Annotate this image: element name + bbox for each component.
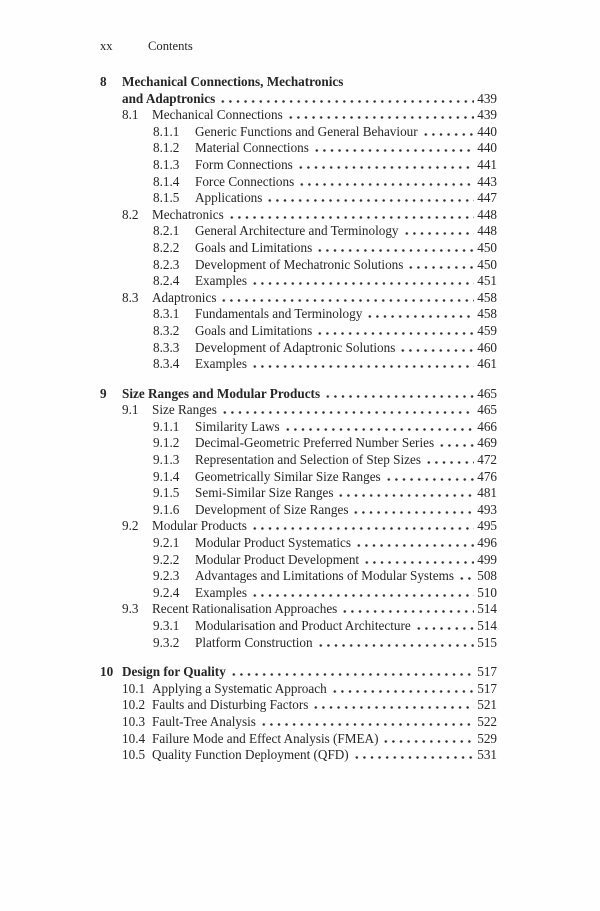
dot-leader <box>355 537 474 547</box>
entry-title: Modular Product Development <box>195 551 360 567</box>
entry-page: 448 <box>477 206 497 222</box>
entry-page: 465 <box>477 385 497 401</box>
dot-leader <box>415 620 475 630</box>
entry-page: 440 <box>477 140 497 156</box>
entry-title: Form Connections <box>195 156 293 172</box>
toc-entry-subsection <box>100 469 497 486</box>
entry-title: Goals and Limitations <box>195 239 313 255</box>
entry-page: 459 <box>477 322 497 338</box>
entry-page: 531 <box>477 747 497 763</box>
entry-page: 465 <box>477 402 497 418</box>
chapter-block <box>100 664 497 764</box>
entry-page: 493 <box>477 501 497 517</box>
entry-number: 8.3.4 <box>153 356 180 372</box>
entry-number: 8.2.3 <box>153 256 180 272</box>
dot-leader <box>341 603 474 613</box>
dot-leader <box>438 437 474 447</box>
dot-leader <box>399 342 474 352</box>
toc-entry-section <box>100 747 497 764</box>
entry-title: Representation and Selection of Step Sizes <box>195 452 421 468</box>
dot-leader <box>221 404 474 414</box>
entry-title: Quality Function Deployment (QFD) <box>152 747 349 763</box>
entry-number: 8.2.2 <box>153 239 180 255</box>
dot-leader <box>425 454 474 464</box>
entry-page: 517 <box>477 680 497 696</box>
toc-entry-subsection <box>100 568 497 585</box>
entry-number: 8.2.1 <box>153 223 180 239</box>
entry-page: 441 <box>477 156 497 172</box>
dot-leader <box>251 275 474 285</box>
entry-title: Applying a Systematic Approach <box>152 680 327 696</box>
toc-entry-chapter <box>100 664 497 681</box>
entry-title: Modularisation and Product Architecture <box>195 618 411 633</box>
entry-number: 8.3.2 <box>153 322 180 338</box>
entry-number: 10.1 <box>122 680 146 696</box>
toc-entry-section <box>100 697 497 714</box>
dot-leader <box>220 292 474 302</box>
toc-entry-section <box>100 207 497 224</box>
entry-title: Examples <box>195 584 248 600</box>
dot-leader <box>331 683 475 693</box>
toc-entry-chapter <box>100 91 497 108</box>
dot-leader <box>382 733 474 743</box>
chapter-block <box>100 386 497 652</box>
entry-number: 10.2 <box>122 697 146 713</box>
dot-leader <box>316 242 474 252</box>
dot-leader <box>316 325 474 335</box>
dot-leader <box>422 126 475 136</box>
toc-entry-subsection <box>100 502 497 519</box>
entry-number: 9.1.2 <box>153 435 180 451</box>
toc-entry-subsection <box>100 552 497 569</box>
toc-entry-subsection <box>100 223 497 240</box>
chapter-block <box>100 74 497 373</box>
entry-title: Semi-Similar Size Ranges <box>195 485 334 501</box>
entry-title: Fault-Tree Analysis <box>152 713 256 729</box>
entry-title: Decimal-Geometric Preferred Number Series <box>195 435 435 451</box>
entry-number: 9.1.5 <box>153 485 180 501</box>
entry-number: 9.1.3 <box>153 452 180 468</box>
entry-title: Design for Quality <box>122 664 226 680</box>
dot-leader <box>352 504 474 514</box>
toc-entry-chapter <box>100 74 497 91</box>
toc-entry-section <box>100 518 497 535</box>
entry-number: 8.1.3 <box>153 156 180 172</box>
entry-number: 9.3 <box>122 601 139 617</box>
entry-page: 508 <box>477 568 497 584</box>
dot-leader <box>284 421 475 431</box>
entry-page: 443 <box>477 173 497 189</box>
dot-leader <box>219 93 474 103</box>
entry-number: 10 <box>100 664 114 680</box>
entry-number: 9.3.1 <box>153 618 180 633</box>
toc-entry-subsection <box>100 452 497 469</box>
entry-title: Development of Mechatronic Solutions <box>195 256 404 272</box>
entry-page: 499 <box>477 551 497 567</box>
dot-leader <box>407 259 474 269</box>
entry-page: 521 <box>477 697 497 713</box>
dot-leader <box>228 209 474 219</box>
entry-page: 469 <box>477 435 497 451</box>
running-header-title: Contents <box>148 39 193 53</box>
entry-title: Development of Adaptronic Solutions <box>195 339 396 355</box>
entry-page: 514 <box>477 618 497 633</box>
entry-page: 458 <box>477 306 497 322</box>
toc-entry-subsection <box>100 140 497 157</box>
entry-number: 8.3.3 <box>153 339 180 355</box>
toc-entry-subsection <box>100 273 497 290</box>
entry-page: 514 <box>477 601 497 617</box>
toc-entry-subsection <box>100 340 497 357</box>
entry-page: 450 <box>477 239 497 255</box>
entry-number: 9.2.1 <box>153 535 180 551</box>
dot-leader <box>251 587 474 597</box>
dot-leader <box>230 666 474 676</box>
toc-entry-subsection <box>100 435 497 452</box>
entry-number: 9.3.2 <box>153 634 180 650</box>
toc-entry-subsection <box>100 585 497 602</box>
toc-entry-section <box>100 107 497 124</box>
entry-number: 9.2.2 <box>153 551 180 567</box>
dot-leader <box>266 192 474 202</box>
entry-title: Mechanical Connections <box>152 107 283 123</box>
dot-leader <box>251 358 474 368</box>
toc-entry-subsection <box>100 618 497 635</box>
entry-page: 515 <box>477 634 497 650</box>
dot-leader <box>260 716 474 726</box>
entry-title: Development of Size Ranges <box>195 501 349 517</box>
entry-number: 8.3.1 <box>153 306 180 322</box>
dot-leader <box>324 388 474 398</box>
toc-entry-subsection <box>100 306 497 323</box>
entry-number: 8.3 <box>122 289 139 305</box>
entry-number: 9.2 <box>122 518 139 534</box>
toc-entry-subsection <box>100 485 497 502</box>
dot-leader <box>458 570 474 580</box>
entry-title: Similarity Laws <box>195 418 280 434</box>
dot-leader <box>251 520 474 530</box>
entry-number: 9.1.6 <box>153 501 180 517</box>
toc-list <box>100 74 497 764</box>
entry-title: Failure Mode and Effect Analysis (FMEA) <box>152 730 379 746</box>
dot-leader <box>312 699 474 709</box>
toc-entry-subsection <box>100 257 497 274</box>
entry-page: 451 <box>477 273 497 289</box>
entry-title: Modular Product Systematics <box>195 535 352 551</box>
entry-number: 9 <box>100 385 107 401</box>
entry-page: 466 <box>477 418 497 434</box>
toc-entry-subsection <box>100 240 497 257</box>
entry-number: 9.1.1 <box>153 418 180 434</box>
entry-title: Generic Functions and General Behaviour <box>195 123 418 139</box>
page-folio: xx <box>100 39 113 53</box>
entry-page: 522 <box>477 713 497 729</box>
dot-leader <box>298 176 474 186</box>
entry-title: Goals and Limitations <box>195 322 313 338</box>
dot-leader <box>363 554 474 564</box>
entry-number: 8.1.5 <box>153 190 180 206</box>
entry-number: 9.1 <box>122 402 139 418</box>
entry-title: Modular Products <box>152 518 247 534</box>
entry-title: Size Ranges and Modular Products <box>122 385 321 401</box>
entry-number: 10.4 <box>122 730 146 746</box>
entry-title: and Adaptronics <box>122 90 216 106</box>
toc-entry-section <box>100 601 497 618</box>
entry-title: Advantages and Limitations of Modular Systems <box>195 568 454 584</box>
toc-entry-section <box>100 402 497 419</box>
dot-leader <box>317 637 475 647</box>
toc-entry-section <box>100 731 497 748</box>
entry-page: 481 <box>477 485 497 501</box>
toc-entry-subsection <box>100 124 497 141</box>
entry-title: Mechatronics <box>152 206 224 222</box>
entry-page: 450 <box>477 256 497 272</box>
toc-entry-subsection <box>100 419 497 436</box>
entry-title: Platform Construction <box>195 634 313 650</box>
entry-number: 8.2.4 <box>153 273 180 289</box>
entry-page: 461 <box>477 356 497 372</box>
entry-number: 8.1.4 <box>153 173 180 189</box>
entry-number: 10.3 <box>122 713 146 729</box>
toc-entry-subsection <box>100 356 497 373</box>
entry-number: 8 <box>100 74 107 89</box>
entry-title: Material Connections <box>195 140 309 156</box>
entry-page: 458 <box>477 289 497 305</box>
toc-entry-subsection <box>100 535 497 552</box>
entry-number: 9.2.3 <box>153 568 180 584</box>
entry-page: 440 <box>477 123 497 139</box>
entry-title: Size Ranges <box>152 402 217 418</box>
toc-entry-subsection <box>100 174 497 191</box>
dot-leader <box>366 308 474 318</box>
entry-page: 448 <box>477 223 497 239</box>
toc-entry-subsection <box>100 190 497 207</box>
entry-number: 8.1 <box>122 107 139 123</box>
entry-title: Geometrically Similar Size Ranges <box>195 468 381 484</box>
dot-leader <box>385 471 475 481</box>
dot-leader <box>313 142 474 152</box>
entry-number: 9.1.4 <box>153 468 180 484</box>
entry-title: General Architecture and Terminology <box>195 223 399 239</box>
toc-entry-chapter <box>100 386 497 403</box>
running-head <box>100 39 497 53</box>
entry-number: 10.5 <box>122 747 146 763</box>
entry-number: 8.1.1 <box>153 123 180 139</box>
dot-leader <box>403 225 475 235</box>
entry-title: Examples <box>195 356 248 372</box>
toc-entry-subsection <box>100 157 497 174</box>
dot-leader <box>353 749 475 759</box>
entry-number: 8.2 <box>122 206 139 222</box>
entry-page: 510 <box>477 584 497 600</box>
entry-number: 8.1.2 <box>153 140 180 156</box>
entry-title: Recent Rationalisation Approaches <box>152 601 338 617</box>
entry-title: Fundamentals and Terminology <box>195 306 363 322</box>
dot-leader <box>297 159 474 169</box>
entry-page: 439 <box>477 90 497 106</box>
entry-title: Examples <box>195 273 248 289</box>
toc-entry-section <box>100 290 497 307</box>
entry-title: Applications <box>195 190 263 206</box>
toc-entry-section <box>100 681 497 698</box>
entry-page: 496 <box>477 535 497 551</box>
entry-page: 472 <box>477 452 497 468</box>
entry-page: 495 <box>477 518 497 534</box>
entry-page: 439 <box>477 107 497 123</box>
entry-title: Force Connections <box>195 173 295 189</box>
toc-entry-subsection <box>100 323 497 340</box>
entry-number: 9.2.4 <box>153 584 180 600</box>
entry-title: Adaptronics <box>152 289 217 305</box>
entry-page: 529 <box>477 730 497 746</box>
toc-entry-section <box>100 714 497 731</box>
entry-title: Mechanical Connections, Mechatronics <box>122 74 344 89</box>
entry-page: 517 <box>477 664 497 680</box>
entry-title: Faults and Disturbing Factors <box>152 697 309 713</box>
dot-leader <box>337 487 474 497</box>
dot-leader <box>287 109 474 119</box>
toc-entry-subsection <box>100 635 497 652</box>
entry-page: 476 <box>477 468 497 484</box>
entry-page: 460 <box>477 339 497 355</box>
entry-page: 447 <box>477 190 497 206</box>
